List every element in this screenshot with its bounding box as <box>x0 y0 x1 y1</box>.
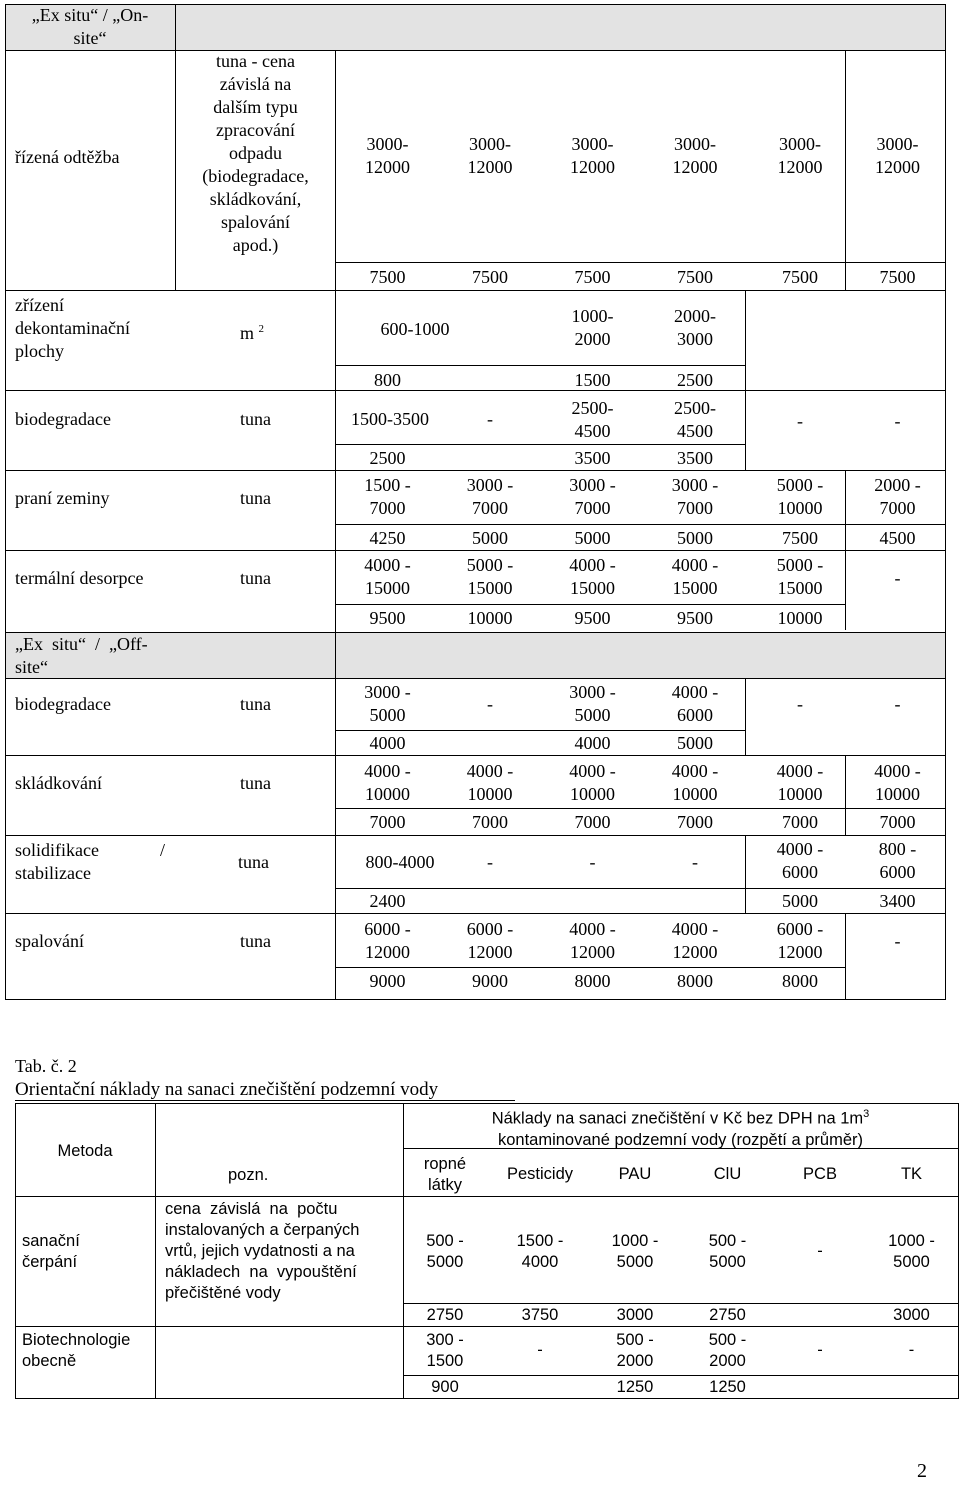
avg-cell: 1250 <box>709 1378 746 1396</box>
avg-cell: 8000 <box>677 971 713 991</box>
avg-cell: 2500 <box>369 448 406 468</box>
avg-cell: 9000 <box>369 971 406 991</box>
unit-cell: tuna <box>240 409 271 429</box>
avg-cell: 7500 <box>782 267 818 287</box>
range-cell: 3000- 12000 <box>467 134 513 177</box>
avg-cell: 5000 <box>782 891 818 911</box>
range-cell: - <box>894 694 901 714</box>
range-cell: 800-4000 <box>365 852 435 872</box>
range-cell: 6000 - 12000 <box>776 919 824 962</box>
range-cell: 3000- 12000 <box>777 134 823 177</box>
column-header: PAU <box>618 1165 652 1183</box>
avg-cell: 7000 <box>879 812 916 832</box>
range-cell: 5000 - 10000 <box>776 475 824 518</box>
avg-cell: 7500 <box>879 267 916 287</box>
avg-cell: 5000 <box>472 528 508 548</box>
range-cell: 3000 - 7000 <box>671 475 719 518</box>
avg-cell: 1500 <box>574 370 611 390</box>
range-cell: - <box>692 852 698 872</box>
header-costs: Náklady na sanaci znečištění v Kč bez DPH na $1m^3$ kontaminované podzemní vody (rozpětí a průměr) <box>491 1108 870 1149</box>
range-cell: 3000- 12000 <box>672 134 718 177</box>
range-cell: 4000 - 15000 <box>569 555 616 598</box>
range-cell: 2500- 4500 <box>674 398 716 441</box>
unit-cell: tuna <box>240 931 271 951</box>
avg-cell: 7500 <box>369 267 406 287</box>
avg-cell: 5000 <box>677 733 713 753</box>
column-header: TK <box>900 1165 923 1183</box>
avg-cell: 7000 <box>677 812 713 832</box>
top-strip-shade <box>175 4 945 50</box>
range-cell: 1500 - 4000 <box>516 1232 564 1271</box>
range-cell: 4000 - 10000 <box>466 761 514 804</box>
range-cell: 4000 - 15000 <box>671 555 719 598</box>
sanacni-cerpani-note: cena závislá na počtu instalovaných a čerpaných vrtů, jejich vydatnosti a na nákladech na vypouštění přečištěné vody <box>165 1200 360 1302</box>
avg-cell: 3000 <box>893 1306 930 1324</box>
avg-cell: 4250 <box>369 528 406 548</box>
avg-cell: 800 <box>374 370 401 390</box>
avg-cell: 7000 <box>782 812 818 832</box>
column-header: Pesticidy <box>506 1165 574 1183</box>
avg-cell: 9500 <box>677 608 713 628</box>
range-cell: 4000 - 12000 <box>671 919 719 962</box>
avg-cell: 4500 <box>879 528 916 548</box>
range-cell: 4000 - 10000 <box>776 761 824 804</box>
range-cell: 6000 - 12000 <box>364 919 411 962</box>
method-zrizeni-plochy: zřízení dekontaminační plochy <box>15 295 130 361</box>
range-cell: 3000 - 5000 <box>364 682 411 725</box>
avg-cell: 9500 <box>369 608 406 628</box>
avg-cell: 8000 <box>782 971 818 991</box>
range-cell: 2000 - 7000 <box>874 475 921 518</box>
range-cell: 6000 - 12000 <box>466 919 514 962</box>
range-cell: - <box>589 852 596 872</box>
offsite-header: „Ex situ“ / „Off- site“ <box>15 634 148 677</box>
column-header: PCB <box>803 1165 837 1183</box>
method-biotechnologie: Biotechnologie obecně <box>22 1331 131 1370</box>
header-pozn: pozn. <box>228 1166 269 1184</box>
range-cell: 300 - 1500 <box>426 1331 464 1370</box>
range-cell: 2000- 3000 <box>674 306 716 349</box>
avg-cell: 3400 <box>879 891 916 911</box>
method-stabilizace: stabilizace <box>15 863 91 883</box>
range-cell: 5000 - 15000 <box>466 555 514 598</box>
avg-cell: 5000 <box>677 528 713 548</box>
range-cell: 800 - 6000 <box>878 839 917 882</box>
avg-cell: 9500 <box>574 608 611 628</box>
avg-cell: 1250 <box>616 1378 654 1396</box>
avg-cell: 7500 <box>574 267 611 287</box>
range-cell: - <box>894 568 901 588</box>
range-cell: - <box>487 694 493 714</box>
range-cell: 500 - 2000 <box>616 1331 654 1370</box>
method-prani-zeminy: praní zeminy <box>15 488 110 508</box>
column-header: ClU <box>713 1165 742 1183</box>
range-cell: 4000 - 6000 <box>671 682 719 725</box>
avg-cell: 3500 <box>574 448 611 468</box>
method-biodegradace-offsite: biodegradace <box>15 694 111 714</box>
range-cell: 1500-3500 <box>351 409 429 429</box>
avg-cell: 8000 <box>574 971 611 991</box>
column-header: ropné látky <box>423 1155 467 1194</box>
avg-cell: 10000 <box>467 608 513 628</box>
avg-cell: 3750 <box>521 1306 559 1324</box>
range-cell: - <box>797 411 803 431</box>
page-number: 2 <box>917 1460 927 1482</box>
unit-cell: tuna <box>240 488 271 508</box>
range-cell: 4000 - 6000 <box>776 839 824 882</box>
table-title: Orientační náklady na sanaci znečištění podzemní vody <box>15 1079 439 1100</box>
avg-cell: 7500 <box>472 267 508 287</box>
range-cell: 4000 - 15000 <box>364 555 411 598</box>
avg-cell: 2500 <box>677 370 713 390</box>
range-cell: - <box>817 1242 823 1260</box>
method-slash: / <box>160 840 166 860</box>
range-cell: 3000- 12000 <box>365 134 410 177</box>
range-cell: - <box>537 1341 543 1359</box>
range-cell: - <box>797 694 803 714</box>
header-metoda: Metoda <box>57 1142 113 1160</box>
method-rizena-odtezba: řízená odtěžba <box>15 147 120 167</box>
range-cell: - <box>487 409 493 429</box>
unit-cell: tuna <box>238 852 269 872</box>
range-cell: 600-1000 <box>380 319 450 339</box>
avg-cell: 4000 <box>369 733 406 753</box>
range-cell: - <box>817 1341 823 1359</box>
avg-cell: 2750 <box>426 1306 464 1324</box>
method-spalovani: spalování <box>15 931 84 951</box>
range-cell: 500 - 5000 <box>708 1232 747 1271</box>
range-cell: - <box>908 1341 915 1359</box>
range-cell: 1000 - 5000 <box>611 1232 659 1271</box>
avg-cell: 9000 <box>472 971 508 991</box>
method-biodegradace: biodegradace <box>15 409 111 429</box>
avg-cell: 7000 <box>369 812 406 832</box>
range-cell: 5000 - 15000 <box>776 555 824 598</box>
method-skladkovani: skládkování <box>15 773 102 793</box>
avg-cell: 4000 <box>574 733 611 753</box>
avg-cell: 2750 <box>709 1306 746 1324</box>
method-termalni-desorpce: termální desorpce <box>15 568 144 588</box>
range-cell: 1000- 2000 <box>571 306 614 349</box>
range-cell: 4000 - 10000 <box>364 761 411 804</box>
avg-cell: 5000 <box>574 528 611 548</box>
range-cell: 1000 - 5000 <box>888 1232 935 1271</box>
avg-cell: 900 <box>431 1378 459 1396</box>
range-cell: 4000 - 12000 <box>569 919 616 962</box>
title-underline <box>15 1100 515 1101</box>
avg-cell: 7000 <box>574 812 611 832</box>
unit-m2: m $^2$ <box>240 323 265 343</box>
range-cell: 4000 - 10000 <box>671 761 719 804</box>
avg-cell: 7000 <box>472 812 508 832</box>
range-cell: 3000 - 7000 <box>466 475 514 518</box>
range-cell: 500 - 2000 <box>708 1331 747 1370</box>
avg-cell: 10000 <box>777 608 823 628</box>
range-cell: - <box>894 411 901 431</box>
avg-cell: 7500 <box>677 267 713 287</box>
unit-cell: tuna <box>240 694 271 714</box>
unit-cell: tuna <box>240 568 271 588</box>
range-cell: 3000- 12000 <box>570 134 615 177</box>
avg-cell: 2400 <box>369 891 406 911</box>
onsite-header: „Ex situ“ / „On- site“ <box>31 5 149 48</box>
range-cell: 4000 - 10000 <box>569 761 616 804</box>
range-cell: 3000 - 7000 <box>569 475 616 518</box>
avg-cell: 3500 <box>677 448 713 468</box>
range-cell: 4000 - 10000 <box>874 761 921 804</box>
range-cell: 1500 - 7000 <box>364 475 411 518</box>
unit-cell: tuna <box>240 773 271 793</box>
range-cell: 500 - 5000 <box>426 1232 464 1271</box>
avg-cell: 7500 <box>782 528 818 548</box>
range-cell: - <box>894 931 901 951</box>
range-cell: 3000- 12000 <box>875 134 920 177</box>
method-solidifikace: solidifikace <box>15 840 99 860</box>
range-cell: 3000 - 5000 <box>569 682 616 725</box>
table-label: Tab. č. 2 <box>15 1056 77 1076</box>
method-sanacni-cerpani: sanační čerpání <box>22 1232 80 1271</box>
range-cell: 2500- 4500 <box>571 398 614 441</box>
avg-cell: 3000 <box>616 1306 654 1324</box>
range-cell: - <box>487 852 493 872</box>
rizena-odtezba-note: tuna - cena závislá na dalším typu zpracování odpadu (biodegradace, skládkování, spalování apod.) <box>202 51 309 255</box>
